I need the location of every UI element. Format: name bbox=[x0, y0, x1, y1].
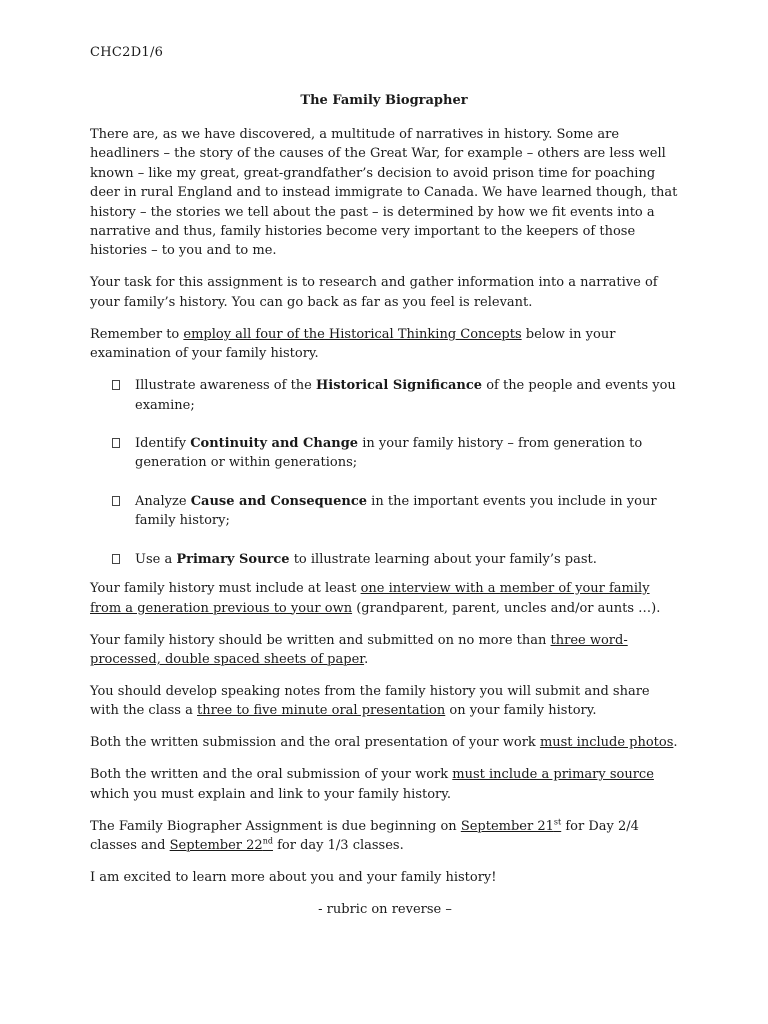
course-code: CHC2D1/6 bbox=[90, 45, 164, 60]
photos-requirement: Both the written submission and the oral presentation of your work must include photos. bbox=[90, 735, 678, 751]
list-item: Illustrate awareness of the Historical Significance of the people and events you examine; bbox=[90, 376, 680, 415]
interview-requirement: Your family history must include at least one interview with a member of your family from a generation previous to your own (grandparent, parent, uncles and/or aunts …). bbox=[90, 581, 661, 616]
concepts-emphasis: employ all four of the Historical Thinking Concepts bbox=[183, 326, 522, 342]
list-item: Analyze Cause and Consequence in the important events you include in your family history; bbox=[90, 492, 680, 531]
closing-line: I am excited to learn more about you and your family history! bbox=[90, 870, 497, 886]
task-paragraph: Your task for this assignment is to research and gather information into a narrative of your family’s history. You can go back as far as you feel is relevant. bbox=[90, 275, 658, 310]
concepts-lead: Remember to employ all four of the Historical Thinking Concepts below in your examination of your family history. bbox=[90, 326, 616, 362]
intro-paragraph: There are, as we have discovered, a multitude of narratives in history. Some are headliners – the story of the causes of the Great War, for example – others are less well known – like my great, great-grandfather’s decision to avoid prison time for poaching deer in rural England and to instead immigrate to Canada. We have learned though, that history – the stories we tell about the past – is determined by how we fit events into a narrative and thus, family histories become very important to the keepers of those histories – to you and to me. bbox=[90, 127, 678, 259]
checkbox-bullet-icon bbox=[112, 380, 120, 390]
document-title: The Family Biographer bbox=[300, 93, 468, 108]
list-item: Identify Continuity and Change in your family history – from generation to generation or within generations; bbox=[90, 434, 680, 473]
concepts-list bbox=[90, 376, 680, 569]
oral-requirement: You should develop speaking notes from the family history you will submit and share with the class a three to five minute oral presentation on your family history. bbox=[90, 683, 650, 719]
length-requirement: Your family history should be written and submitted on no more than three word-processed, double spaced sheets of paper. bbox=[90, 632, 628, 667]
document-body bbox=[90, 125, 680, 932]
checkbox-bullet-icon bbox=[112, 554, 120, 564]
due-date: The Family Biographer Assignment is due beginning on September 21st for Day 2/4 classes and September 22nd for day 1/3 classes. bbox=[90, 817, 639, 854]
checkbox-bullet-icon bbox=[112, 438, 120, 448]
footer-note: - rubric on reverse – bbox=[318, 902, 452, 918]
checkbox-bullet-icon bbox=[112, 496, 120, 506]
list-item: Use a Primary Source to illustrate learning about your family’s past. bbox=[90, 550, 680, 569]
primary-source-requirement: Both the written and the oral submission of your work must include a primary source which you must explain and link to your family history. bbox=[90, 767, 654, 802]
